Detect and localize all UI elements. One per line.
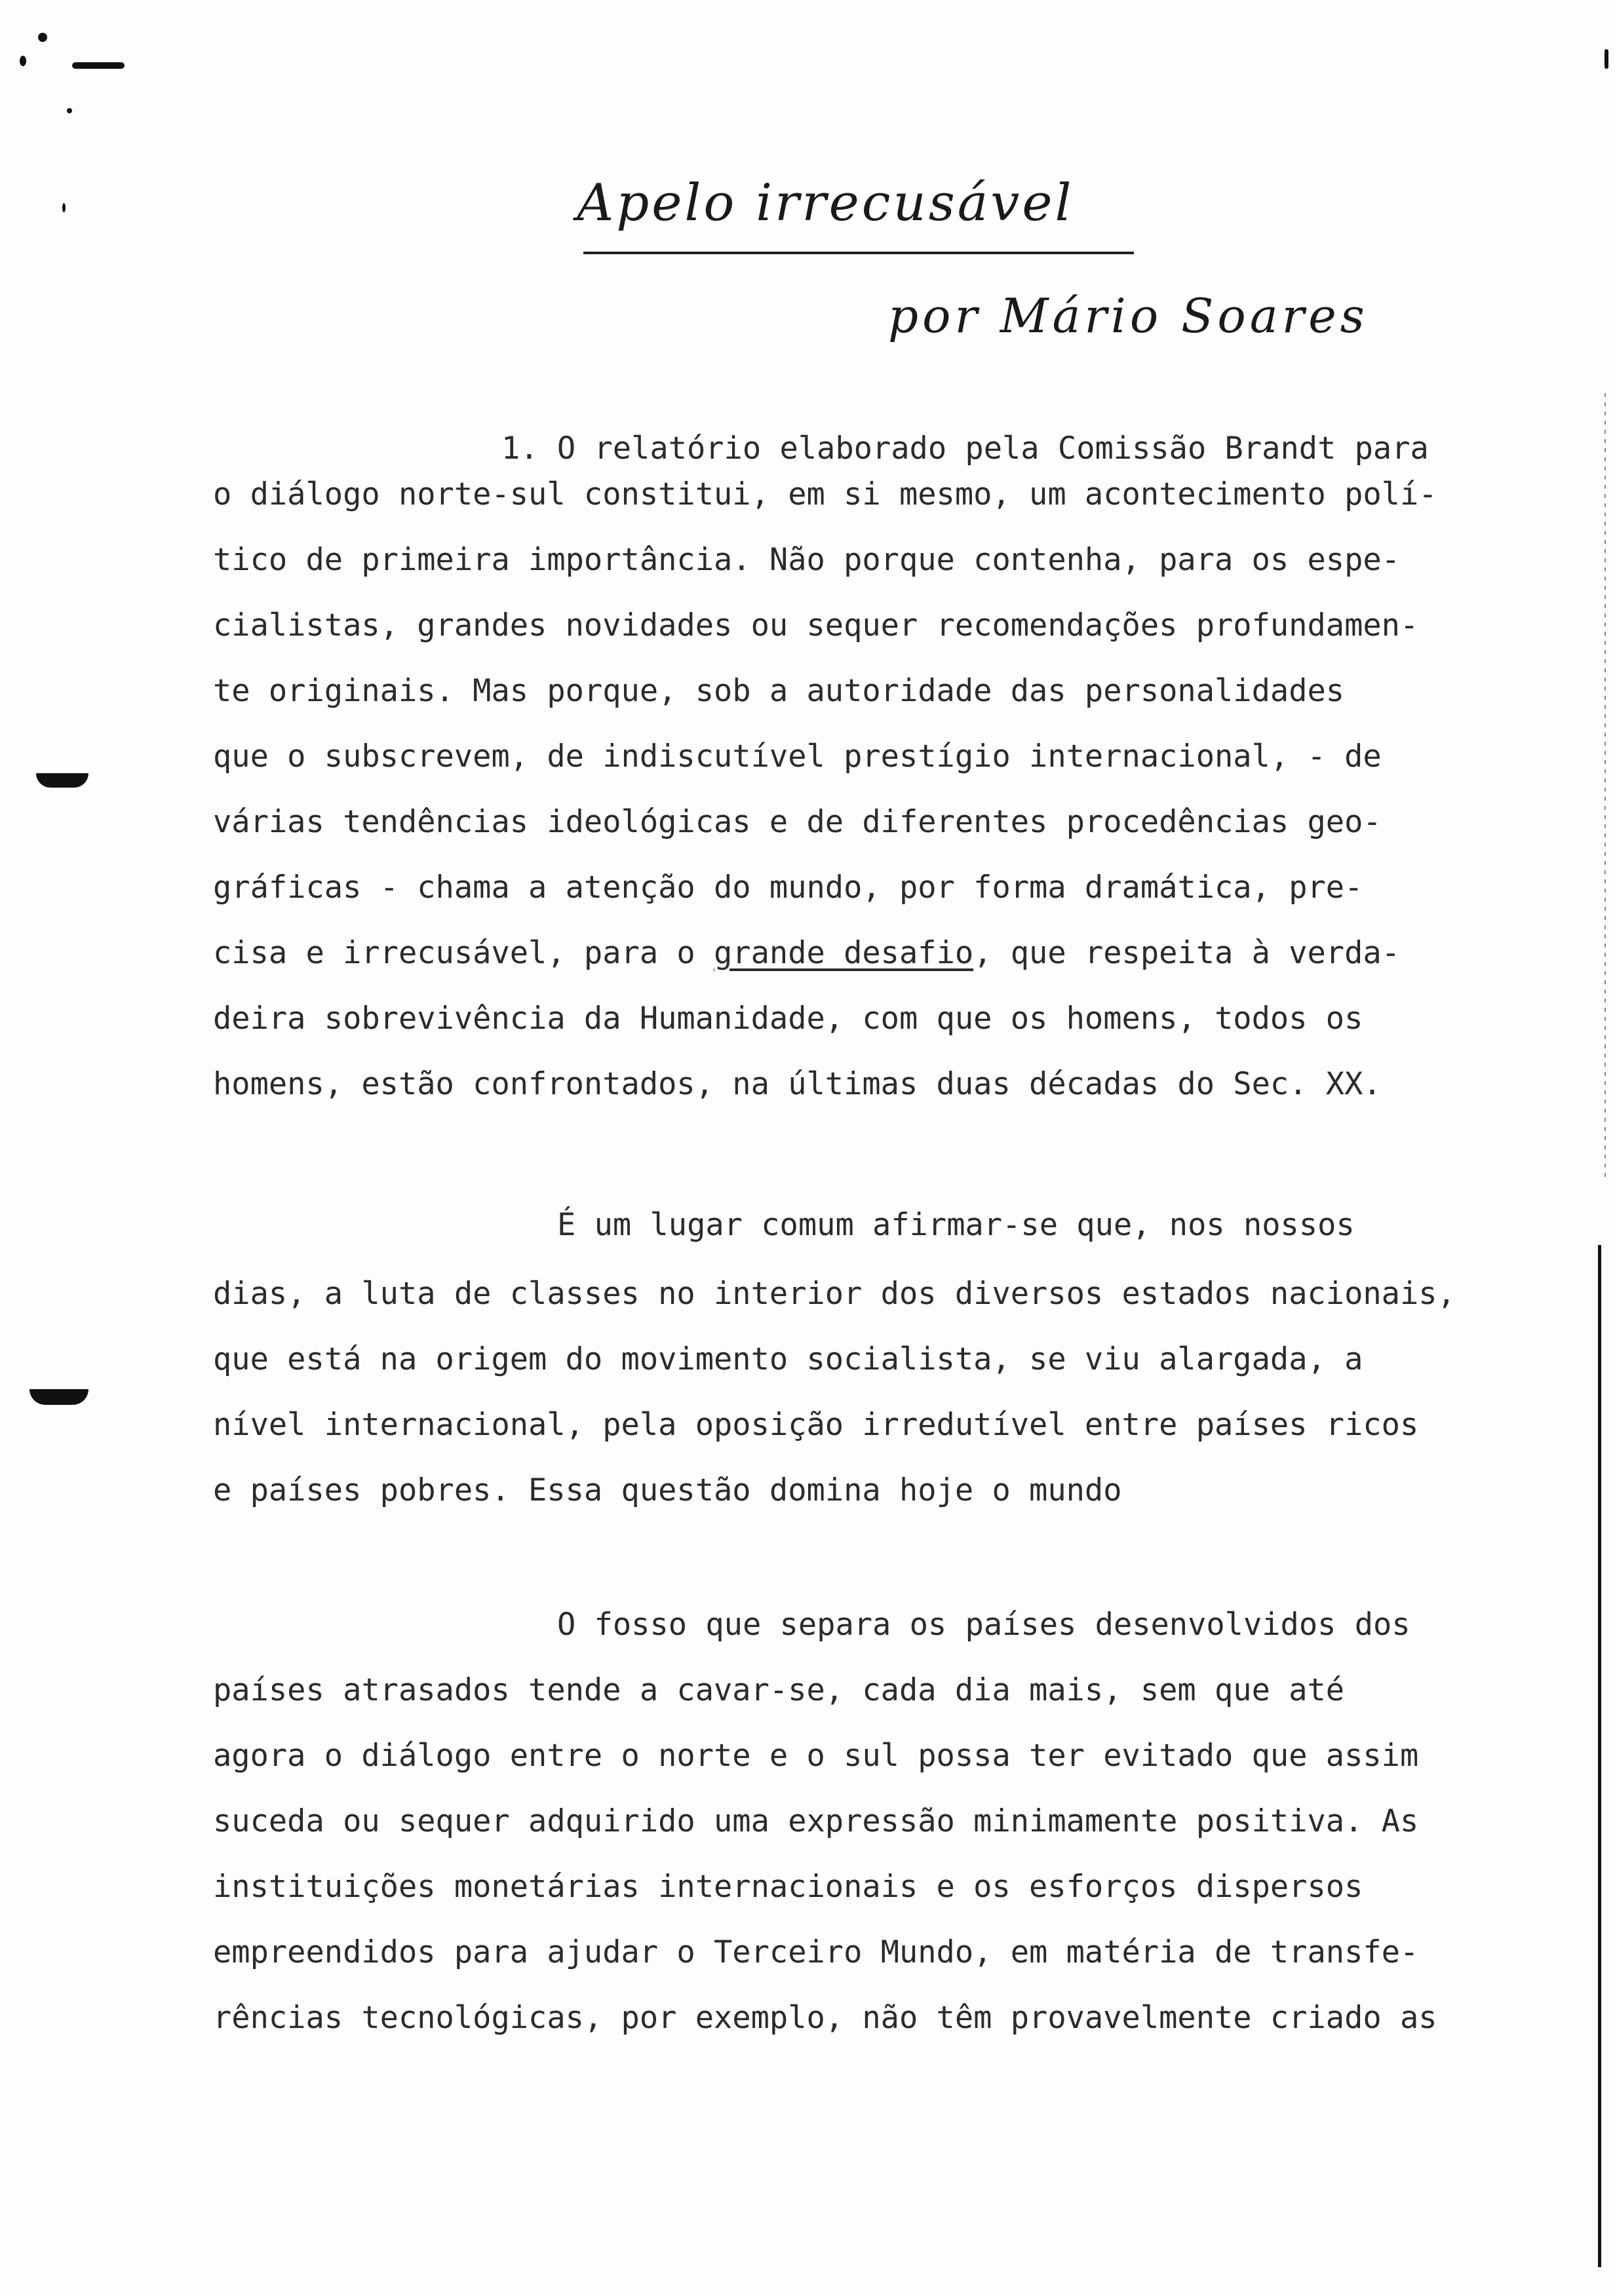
- text-line-with-underline: [213, 934, 1400, 973]
- scan-speck: [1605, 49, 1608, 69]
- text-line: agora o diálogo entre o norte e o sul possa ter evitado que assim: [213, 1738, 1419, 1774]
- text-line: que está na origem do movimento socialista, se viu alargada, a: [213, 1341, 1363, 1377]
- scan-speck: [72, 62, 125, 69]
- scan-speck: [67, 108, 72, 113]
- punch-hole-mark: [36, 773, 88, 788]
- text-line: gráficas - chama a atenção do mundo, por forma dramática, pre-: [213, 870, 1363, 906]
- text-line: países atrasados tende a cavar-se, cada dia mais, sem que até: [213, 1672, 1345, 1708]
- scan-speck: [38, 33, 47, 42]
- text-line: várias tendências ideológicas e de diferentes procedências geo-: [213, 804, 1382, 840]
- text-line: que o subscrevem, de indiscutível prestígio internacional, - de: [213, 738, 1382, 775]
- scan-edge: [1605, 393, 1606, 1179]
- text-line: o diálogo norte-sul constitui, em si mesmo, um acontecimento polí-: [213, 476, 1437, 512]
- text-line: empreendidos para ajudar o Terceiro Mundo, em matéria de transfe-: [213, 1934, 1419, 1970]
- text-line: deira sobrevivência da Humanidade, com que os homens, todos os: [213, 1001, 1363, 1037]
- handwritten-title: Apelo irrecusável: [577, 174, 1074, 233]
- title-underline: [583, 252, 1134, 254]
- text-line: suceda ou sequer adquirido uma expressão minimamente positiva. As: [213, 1803, 1419, 1839]
- text-line: instituições monetárias internacionais e os esforços dispersos: [213, 1869, 1363, 1905]
- text-line: te originais. Mas porque, sob a autoridade das personalidades: [213, 673, 1345, 709]
- underlined-phrase: grande desafio: [714, 935, 974, 971]
- scan-speck: [62, 203, 66, 212]
- text-line: É um lugar comum afirmar-se que, nos nossos: [557, 1207, 1355, 1243]
- text-line: 1. O relatório elaborado pela Comissão Brandt para: [501, 430, 1429, 467]
- text-line: cialistas, grandes novidades ou sequer recomendações profundamen-: [213, 607, 1419, 643]
- scan-edge: [1598, 1245, 1601, 2267]
- text-line: dias, a luta de classes no interior dos diversos estados nacionais,: [213, 1276, 1456, 1312]
- text-line: O fosso que separa os países desenvolvidos dos: [557, 1607, 1411, 1643]
- text-line: e países pobres. Essa questão domina hoje o mundo: [213, 1472, 1122, 1508]
- text-line: homens, estão confrontados, na últimas duas décadas do Sec. XX.: [213, 1066, 1382, 1102]
- punch-hole-mark: [29, 1389, 88, 1405]
- text-line: nível internacional, pela oposição irredutível entre países ricos: [213, 1407, 1419, 1443]
- handwritten-byline: por Mário Soares: [888, 288, 1369, 343]
- text-line: rências tecnológicas, por exemplo, não têm provavelmente criado as: [213, 2000, 1437, 2036]
- text-segment: cisa e irrecusável, para o: [213, 935, 714, 971]
- text-line: tico de primeira importância. Não porque contenha, para os espe-: [213, 542, 1400, 578]
- text-segment: , que respeita à verda-: [973, 935, 1400, 971]
- scan-speck: [20, 56, 26, 66]
